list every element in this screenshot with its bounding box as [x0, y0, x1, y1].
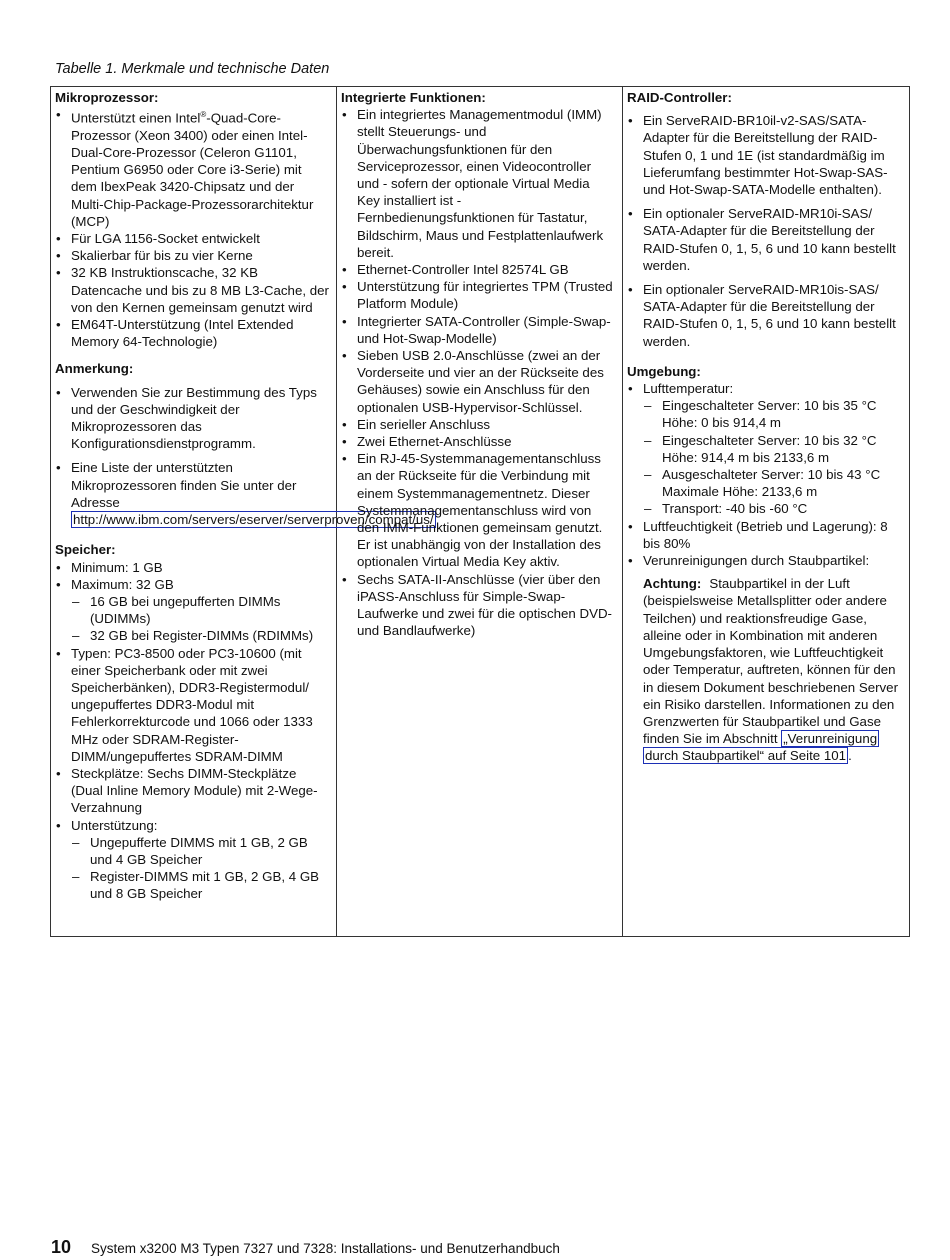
note-heading: Anmerkung: [55, 361, 134, 377]
sublist-item: – Ungepufferte DIMMS mit 1 GB, 2 GB und 4 GB Speicher [71, 834, 330, 868]
list-item: • Ein RJ-45-Systemmanagementanschluss an der Rückseite für die Verbindung mit einem Systemmanagementnetz. Dieser Systemmanagementanschluss wird von den IMM-Funktionen gemeinsam genutzt. Er ist unabhängig von der Installation des optionalen Virtual Media Key aktiv. [341, 450, 616, 570]
memory-max-sublist [71, 593, 330, 645]
list-item: • Maximum: 32 GB – 16 GB bei ungepufferten DIMMs (UDIMMs) – 32 GB bei Register-DIMMs (RDIMMs) [55, 576, 330, 645]
list-item: • Typen: PC3-8500 oder PC3-10600 (mit einer Speicherbank oder mit zwei Speicherbänken), DDR3-Registermodul/ ungepuffertes DDR3-Modul mit Fehlerkorrekturcode und 1066 oder 1333 MHz oder SDRAM-Register-DIMM/ungepuffertes SDRAM-DIMM [55, 645, 330, 765]
list-item: • 32 KB Instruktionscache, 32 KB Datencache und bis zu 8 MB L3-Cache, der von den Kernen gemeinsam genutzt wird [55, 264, 330, 316]
registered-mark: ® [200, 110, 207, 120]
list-item: • Ein serieller Anschluss [341, 416, 616, 433]
sublist-item: – Eingeschalteter Server: 10 bis 32 °C Höhe: 914,4 m bis 2133,6 m [643, 432, 903, 466]
temperature-sublist [643, 397, 903, 517]
sublist-item: – 16 GB bei ungepufferten DIMMs (UDIMMs) [71, 593, 330, 627]
column-raid-environment [623, 87, 910, 937]
list-item: • Unterstützung für integriertes TPM (Trusted Platform Module) [341, 278, 616, 312]
sublist-item: – Ausgeschalteter Server: 10 bis 43 °C Maximale Höhe: 2133,6 m [643, 466, 903, 500]
list-item: • EM64T-Unterstützung (Intel Extended Memory 64-Technologie) [55, 316, 330, 350]
list-item: • Integrierter SATA-Controller (Simple-Swap- und Hot-Swap-Modelle) [341, 313, 616, 347]
list-item: • Ein optionaler ServeRAID-MR10i-SAS/ SATA-Adapter für die Bereitstellung der RAID-Stufen 0, 1, 5, 6 und 10 kann bestellt werden. [627, 205, 903, 274]
list-item: • Skalierbar für bis zu vier Kerne [55, 247, 330, 264]
contamination-section-link[interactable]: „Verunreinigung durch Staubpartikel“ auf Seite 101 [645, 731, 878, 764]
processor-heading: Mikroprozessor: [55, 90, 159, 105]
table-caption: Tabelle 1. Merkmale und technische Daten [55, 61, 330, 77]
raid-heading: RAID-Controller: [627, 90, 732, 105]
memory-heading: Speicher: [55, 542, 116, 558]
list-item: • Luftfeuchtigkeit (Betrieb und Lagerung): 8 bis 80% [627, 518, 903, 552]
sublist-item: – Register-DIMMS mit 1 GB, 2 GB, 4 GB und 8 GB Speicher [71, 868, 330, 902]
list-item: • Ein ServeRAID-BR10il-v2-SAS/SATA-Adapter für die Bereitstellung der RAID-Stufen 0, 1 und 1E (ist standardmäßig im Lieferumfang bestimmter Hot-Swap-SAS- und Hot-Swap-SATA-Modelle enthalten). [627, 112, 903, 198]
environment-list [627, 380, 903, 569]
list-item: • Ein optionaler ServeRAID-MR10is-SAS/ SATA-Adapter für die Bereitstellung der RAID-Stufen 0, 1, 5, 6 und 10 kann bestellt werden. [627, 281, 903, 350]
ibm-serverproven-link[interactable]: http://www.ibm.com/servers/eserver/serverproven/compat/us/ [73, 512, 434, 528]
sublist-item: – Transport: -40 bis -60 °C [643, 500, 903, 517]
integrated-functions-list [341, 106, 616, 639]
page-number: 10 [51, 1237, 72, 1257]
attention-label: Achtung: [643, 576, 702, 592]
column-integrated-functions [337, 87, 623, 937]
sublist-item: – Eingeschalteter Server: 10 bis 35 °C Höhe: 0 bis 914,4 m [643, 397, 903, 431]
memory-support-sublist [71, 834, 330, 903]
list-item: • Steckplätze: Sechs DIMM-Steckplätze (Dual Inline Memory Module) mit 2-Wege-Verzahnung [55, 765, 330, 817]
document-title: System x3200 M3 Typen 7327 und 7328: Installations- und Benutzerhandbuch [91, 1241, 560, 1256]
list-item: • Minimum: 1 GB [55, 559, 330, 576]
raid-list [627, 112, 903, 350]
attention-notice: Achtung: Staubpartikel in der Luft (beispielsweise Metallsplitter oder andere Teilchen) und reaktionsfreudige Gase, alleine oder in Kombination mit anderen Umgebungsfaktoren, wie Luftfeuchtigkeit oder Temperatur, auftreten, können für den in diesem Dokument beschriebenen Server ein Risiko darstellen. Informationen zu den Grenzwerten für Staubpartikel und Gase finden Sie im Abschnitt „Verunreinigung durch Staubpartikel“ auf Seite 101 . [643, 576, 898, 764]
list-item: • Sechs SATA-II-Anschlüsse (vier über den iPASS-Anschluss für Simple-Swap-Laufwerke und zwei für die optischen DVD- und Bandlaufwerke) [341, 571, 616, 640]
list-item: • Ein integriertes Managementmodul (IMM) stellt Steuerungs- und Überwachungsfunktionen für den Serviceprozessor, einen Videocontroller und - sofern der optionale Virtual Media Key installiert ist - Fernbedienungsfunktionen für Tastatur, Bildschirm, Maus und Festplattenlaufwerk bereit. [341, 106, 616, 261]
list-item: • Unterstützt einen Intel®-Quad-Core-Prozessor (Xeon 3400) oder einen Intel-Dual-Core-Prozessor (Celeron G1101, Pentium G6950 oder Core i3-Serie) mit dem IbexPeak 3420-Chipsatz und der Multi-Chip-Package-Prozessorarchitektur (MCP) [55, 106, 330, 230]
list-item: • Unterstützung: – Ungepufferte DIMMS mit 1 GB, 2 GB und 4 GB Speicher – Register-DIMMS mit 1 GB, 2 GB, 4 GB und 8 GB Speicher [55, 817, 330, 903]
list-item: • Für LGA 1156-Socket entwickelt [55, 230, 330, 247]
processor-list [55, 106, 330, 350]
list-item: • Eine Liste der unterstützten Mikroprozessoren finden Sie unter der Adresse http://www.ibm.com/servers/eserver/serverproven/compat/us/ [55, 459, 330, 528]
specifications-table [50, 86, 910, 937]
list-item: • Lufttemperatur: – Eingeschalteter Server: 10 bis 35 °C Höhe: 0 bis 914,4 m – Eingeschalteter Server: 10 bis 32 °C Höhe: 914,4 m bis 2133,6 m – Ausgeschalteter Server: 10 bis 43 °C Maximale Höhe: 2133,6 m – Transport: -40 bis -60 °C [627, 380, 903, 518]
memory-list [55, 559, 330, 903]
environment-heading: Umgebung: [627, 363, 701, 379]
integrated-functions-heading: Integrierte Funktionen: [341, 90, 486, 105]
list-item: • Ethernet-Controller Intel 82574L GB [341, 261, 616, 278]
sublist-item: – 32 GB bei Register-DIMMs (RDIMMs) [71, 627, 330, 644]
list-item: • Verwenden Sie zur Bestimmung des Typs und der Geschwindigkeit der Mikroprozessoren das Konfigurationsdienstprogramm. [55, 384, 330, 453]
list-item: • Verunreinigungen durch Staubpartikel: [627, 552, 903, 569]
page-footer [51, 1237, 560, 1258]
list-item: • Zwei Ethernet-Anschlüsse [341, 433, 616, 450]
list-item: • Sieben USB 2.0-Anschlüsse (zwei an der Vorderseite und vier an der Rückseite des Gehäuses) sowie ein Anschluss für den optionalen USB-Hypervisor-Schlüssel. [341, 347, 616, 416]
